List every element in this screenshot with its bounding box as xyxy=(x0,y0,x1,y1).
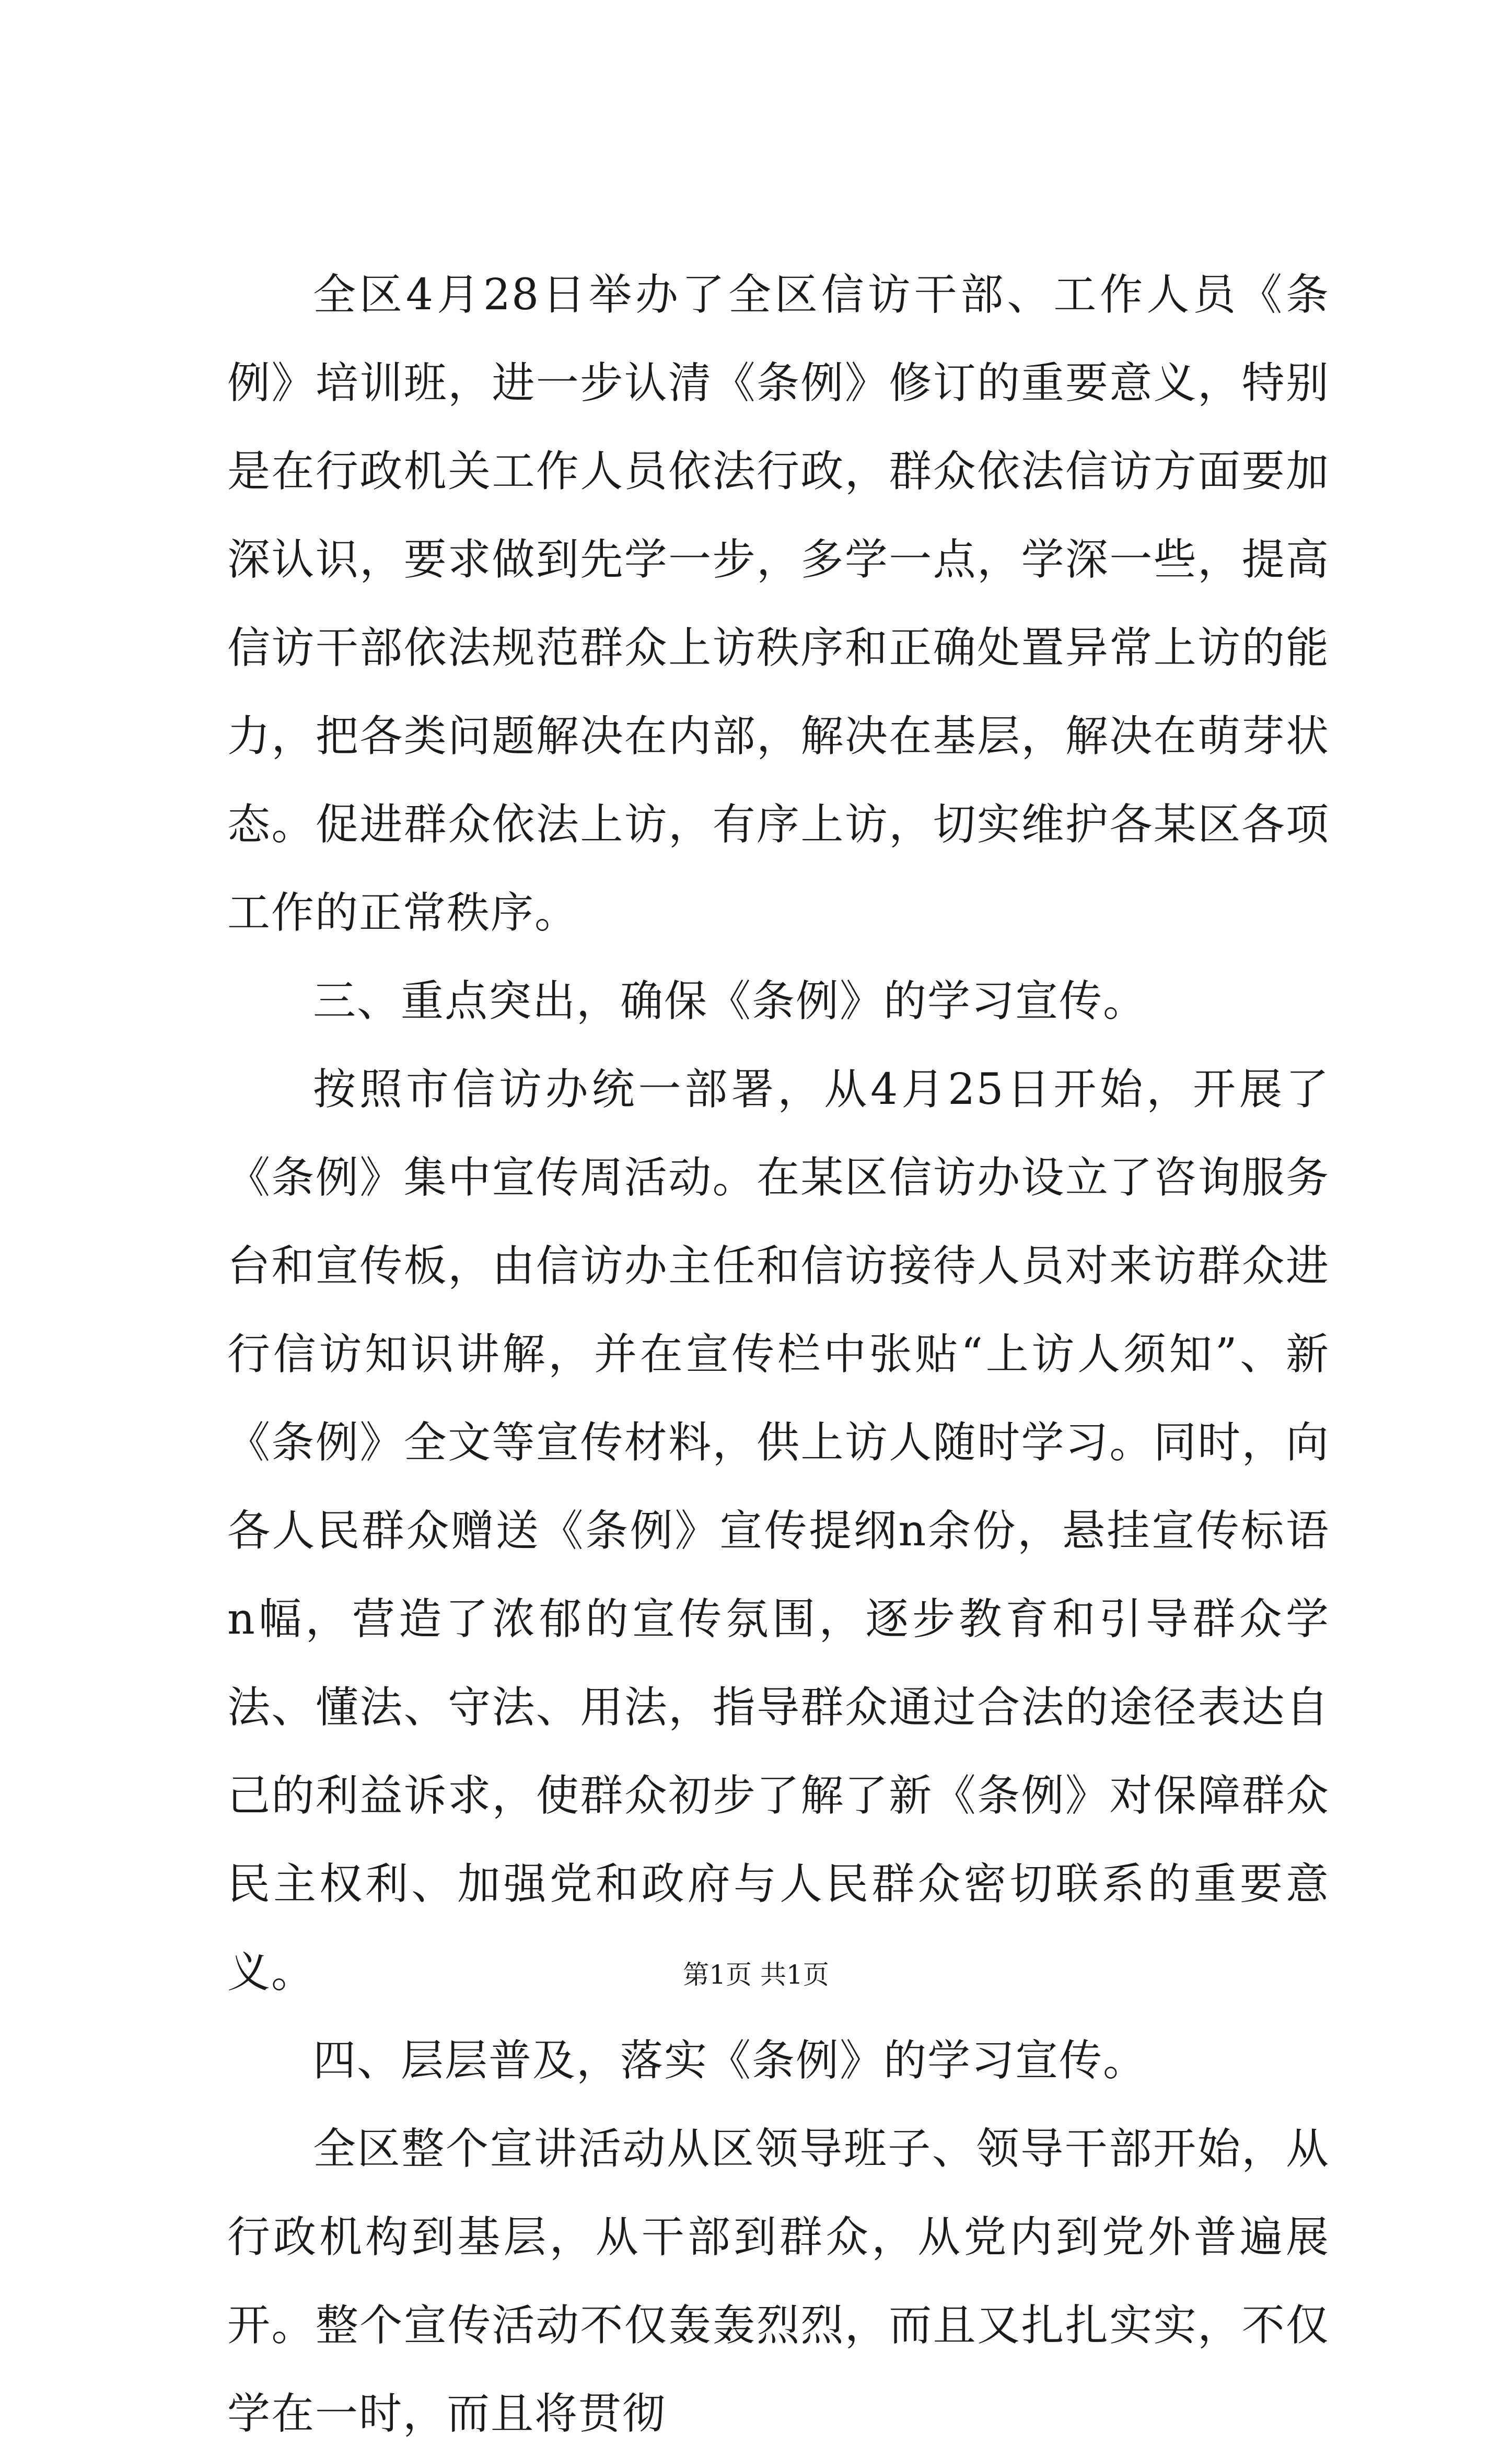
page-number-footer: 第1页 共1页 xyxy=(683,1960,829,1990)
paragraph-training: 全区4月28日举办了全区信访干部、工作人员《条例》培训班，进一步认清《条例》修订的重要意义，特别是在行政机关工作人员依法行政，群众依法信访方面要加深认识，要求做到先学一步，多学一点，学深一些，提高信访干部依法规范群众上访秩序和正确处置异常上访的能力，把各类问题解决在内部，解决在基层，解决在萌芽状态。促进群众依法上访，有序上访，切实维护各某区各项工作的正常秩序。 xyxy=(227,270,1330,938)
document-body xyxy=(227,251,1330,2458)
paragraph-popularization: 全区整个宣讲活动从区领导班子、领导干部开始，从行政机构到基层，从干部到群众，从党内到党外普遍展开。整个宣传活动不仅轰轰烈烈，而且又扎扎实实，不仅学在一时，而且将贯彻 xyxy=(227,2124,1330,2439)
section-heading-three: 三、重点突出，确保《条例》的学习宣传。 xyxy=(313,976,1147,1026)
section-heading-four: 四、层层普及，落实《条例》的学习宣传。 xyxy=(313,2036,1147,2086)
paragraph-publicity-week: 按照市信访办统一部署，从4月25日开始，开展了《条例》集中宣传周活动。在某区信访办设立了咨询服务台和宣传板，由信访办主任和信访接待人员对来访群众进行信访知识讲解，并在宣传栏中张贴“上访人须知”、新《条例》全文等宣传材料，供上访人随时学习。同时，向各人民群众赠送《条例》宣传提纲n余份，悬挂宣传标语n幅，营造了浓郁的宣传氛围，逐步教育和引导群众学法、懂法、守法、用法，指导群众通过合法的途径表达自己的利益诉求，使群众初步了解了新《条例》对保障群众民主权利、加强党和政府与人民群众密切联系的重要意义。 xyxy=(227,1065,1330,1997)
